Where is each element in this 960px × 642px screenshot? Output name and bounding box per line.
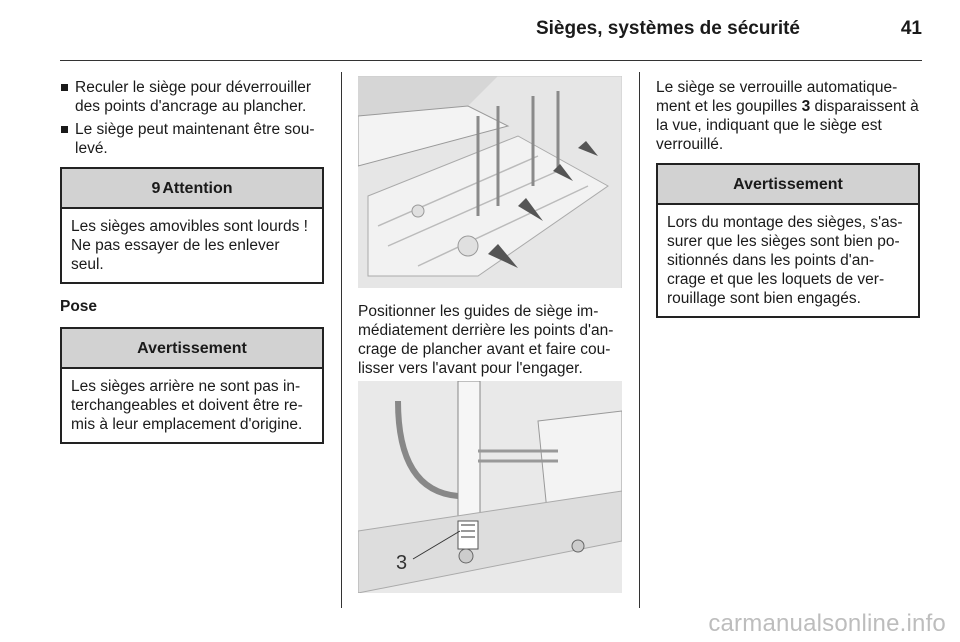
attention-icon: 9	[151, 179, 161, 197]
attention-header	[62, 169, 322, 209]
column-2-paragraph: Positionner les guides de siège im-médiatement derrière les points d'an-crage de plancher avant et faire cou-lisser vers l'avant pour l'engager.	[358, 303, 614, 377]
warning-box-2	[656, 163, 920, 318]
figure-callout-label: 3	[396, 552, 408, 574]
column-divider-1	[341, 72, 342, 608]
page-title: Sièges, systèmes de sécurité	[535, 18, 800, 39]
page-number: 41	[900, 18, 922, 39]
bullet-item: Le siège peut maintenant être sou-levé.	[60, 120, 326, 158]
warning-box-1	[60, 327, 324, 444]
warning-text-1: Les sièges arrière ne sont pas in-terchangeables et doivent être re-mis à leur emplacement d'origine.	[71, 378, 303, 433]
attention-text: Les sièges amovibles sont lourds ! Ne pas essayer de les enlever seul.	[71, 218, 308, 273]
seat-anchor-figure-1	[358, 76, 622, 288]
bullet-item: Reculer le siège pour déverrouiller des points d'ancrage au plancher.	[60, 78, 326, 116]
attention-box	[60, 167, 324, 284]
column-3	[656, 78, 922, 318]
seat-illustration-1	[358, 76, 622, 288]
warning-header-2: Avertissement	[658, 165, 918, 205]
column-2-text	[358, 302, 624, 378]
callout-reference: 3	[801, 98, 811, 115]
warning-text-2: Lors du montage des sièges, s'as-surer que les sièges sont bien po-sitionnés dans les points d'an-crage et que les loquets de ver-rouillage sont bien engagés.	[667, 214, 903, 307]
warning-header-1: Avertissement	[62, 329, 322, 369]
column-1	[60, 78, 326, 444]
header-divider	[60, 60, 922, 61]
column-3-paragraph: Le siège se verrouille automatique-ment et les goupilles 3 disparaissent à la vue, indiquant que le siège est verrouillé.	[656, 79, 919, 153]
seat-illustration-2	[358, 381, 622, 593]
footer-watermark: carmanualsonline.info	[708, 610, 946, 637]
column-divider-2	[639, 72, 640, 608]
pose-heading: Pose	[60, 298, 98, 315]
seat-anchor-figure-2	[358, 381, 622, 593]
attention-title: Attention	[162, 179, 233, 197]
